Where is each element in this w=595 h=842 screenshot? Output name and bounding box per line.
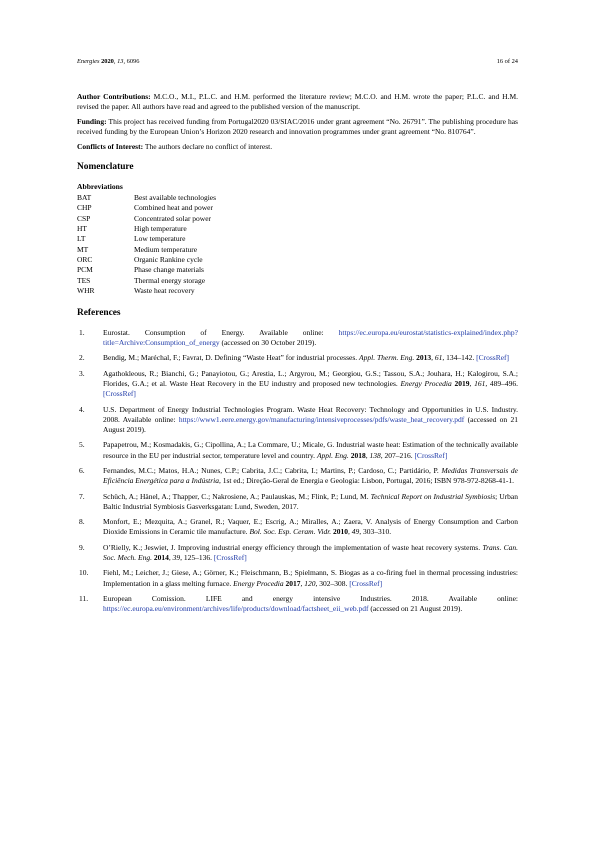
reference-text: Fiehl, M.; Leicher, J.; Giese, A.; Görner, K.; Fleischmann, B.; Spielmann, S. Biogas as a co-firing fuel in thermal processing industries: Implementation in a glass melting furnace. — [103, 568, 518, 588]
reference-title: Medidas Transversais de Eficiência Energética para a Indústria — [103, 465, 519, 486]
nomenclature-heading: Nomenclature — [77, 161, 134, 172]
reference-journal: Trans. Can. Soc. Mech. Eng. — [103, 542, 518, 563]
reference-journal: Appl. Eng. — [316, 450, 349, 460]
references-list — [77, 328, 518, 615]
abbreviation-meaning: Phase change materials — [134, 265, 204, 275]
abbreviation-key: PCM — [77, 265, 93, 275]
reference-title: Technical Report on Industrial Symbiosis — [370, 491, 496, 501]
abbreviation-meaning: Best available technologies — [134, 193, 217, 203]
abbreviation-key: BAT — [77, 193, 92, 203]
main-content — [77, 92, 518, 620]
reference-pages: , 303–310. — [359, 527, 392, 537]
journal-citation: Energies 2020, 13, 6096 — [77, 58, 140, 65]
abbreviation-meaning: Organic Rankine cycle — [134, 254, 203, 264]
reference-volume: , 138 — [365, 450, 381, 460]
reference-text: Agathokleous, R.; Bianchi, G.; Panayiotou, G.; Arestia, L.; Argyrou, M.; Georgiou, G.S.; Tassou, S.A.; Jouhara, H.; Kalogirou, S.A.; Florides, G.A.; et al. Waste Heat Recovery in the EU industry and proposed new technologies. — [103, 368, 518, 388]
abbreviation-key: ORC — [77, 254, 93, 264]
abbreviation-row — [77, 224, 216, 234]
reference-number: 6. — [79, 465, 85, 475]
reference-text: European Comission. LIFE and energy intensive Industries. 2018. Available online: — [103, 593, 518, 603]
abbreviation-meaning: Combined heat and power — [134, 203, 213, 213]
abbreviation-meaning: Thermal energy storage — [134, 275, 206, 285]
reference-year: 2013 — [414, 353, 432, 363]
reference-text: Schüch, A.; Hänel, A.; Thapper, C.; Nakrosiene, A.; Paulauskas, M.; Flink, P.; Lund, M. — [103, 491, 371, 501]
abbreviation-meaning: High temperature — [134, 224, 187, 234]
reference-volume: , 49 — [348, 527, 360, 537]
reference-number: 5. — [79, 440, 85, 450]
reference-item — [77, 440, 518, 461]
running-header — [77, 58, 518, 70]
reference-pages: , 302–308. — [315, 578, 350, 588]
abbreviation-key: LT — [77, 234, 86, 244]
abbreviation-row — [77, 276, 216, 286]
abbreviation-meaning: Concentrated solar power — [134, 213, 212, 223]
reference-text: Eurostat. Consumption of Energy. Available online: — [103, 327, 339, 337]
reference-item — [77, 517, 518, 538]
reference-suffix: ; Urban Baltic Industrial Symbiosis Gasverksgatan: Lund, Sweden, 2017. — [103, 491, 519, 511]
reference-journal: Energy Procedia — [400, 378, 452, 388]
reference-number: 2. — [79, 353, 85, 363]
abbreviation-row — [77, 214, 216, 224]
abbreviation-key: CSP — [77, 213, 91, 223]
reference-journal: Bol. Soc. Esp. Ceram. Vidr. — [249, 527, 332, 537]
reference-pages: , 134–142. — [442, 353, 477, 363]
page-number: 16 of 24 — [496, 58, 518, 65]
reference-text: Fernandes, M.C.; Matos, H.A.; Nunes, C.P.; Cabrita, J.C.; Cabrita, I.; Martins, P.; Cardoso, C.; Partidário, P. — [103, 465, 442, 475]
abbreviation-row — [77, 245, 216, 255]
crossref-link[interactable]: [CrossRef] — [213, 553, 247, 563]
abbreviation-meaning: Low temperature — [134, 234, 186, 244]
reference-volume: , 120 — [300, 578, 316, 588]
reference-number: 4. — [79, 404, 85, 414]
reference-number: 8. — [79, 517, 85, 527]
references-heading: References — [77, 308, 121, 319]
abbreviation-row — [77, 286, 216, 296]
abbreviation-key: HT — [77, 224, 87, 234]
reference-number: 11. — [79, 593, 89, 603]
reference-year: 2018 — [348, 450, 366, 460]
reference-pages: , 207–216. — [380, 450, 415, 460]
reference-item — [77, 353, 518, 363]
reference-suffix: (accessed on 21 August 2019). — [103, 414, 518, 435]
reference-item — [77, 328, 518, 349]
reference-volume: , 161 — [469, 378, 486, 388]
abbreviation-row — [77, 193, 216, 203]
reference-item — [77, 594, 518, 615]
reference-link[interactable]: https://ec.europa.eu/environment/archives/life/products/download/factsheet_eii_web.pdf — [103, 604, 369, 614]
reference-number: 3. — [79, 368, 85, 378]
abbreviation-key: CHP — [77, 203, 92, 213]
crossref-link[interactable]: [CrossRef] — [103, 389, 136, 399]
reference-item — [77, 492, 518, 513]
reference-year: 2014 — [151, 553, 169, 563]
reference-number: 7. — [79, 491, 85, 501]
reference-item — [77, 369, 518, 400]
reference-text: U.S. Department of Energy Industrial Technologies Program. Waste Heat Recovery: Technology and Opportunities in U.S. Industry. 2008. Available online: — [103, 404, 518, 424]
reference-year: 2017 — [283, 578, 301, 588]
abbreviation-row — [77, 234, 216, 244]
crossref-link[interactable]: [CrossRef] — [349, 578, 383, 588]
reference-number: 10. — [79, 568, 89, 578]
conflicts-of-interest: Conflicts of Interest: The authors declare no conflict of interest. — [77, 142, 273, 152]
abbreviation-row — [77, 255, 216, 265]
reference-suffix: , 1st ed.; Direção-Geral de Energia e Geologia: Lisbon, Portugal, 2016; ISBN 978-972-8268-41-1. — [218, 476, 514, 486]
reference-text: Monfort, E.; Mezquita, A.; Granel, R.; Vaquer, E.; Escrig, A.; Miralles, A.; Zaera, V. Analysis of Energy Consumption and Carbon Dioxide Emissions in Ceramic tile manufacture. — [103, 517, 518, 537]
abbreviation-key: WHR — [77, 285, 95, 295]
funding: Funding: This project has received funding from Portugal2020 03/SIAC/2016 under grant agreement “No. 26791”. The publishing procedure has received funding by the European Union’s Horizon 2020 research and innovation programmes under grant agreement “No. 810764”. — [77, 117, 518, 136]
reference-item — [77, 405, 518, 436]
abbreviations-heading: Abbreviations — [77, 181, 123, 191]
author-contributions: Author Contributions: M.C.O., M.I., P.L.C. and H.M. performed the literature review; M.C.O. and H.M. wrote the paper; P.L.C. and H.M. revised the paper. All authors have read and agreed to the published version of the manuscript. — [77, 92, 518, 111]
crossref-link[interactable]: [CrossRef] — [476, 353, 510, 363]
reference-item — [77, 543, 518, 564]
abbreviation-meaning: Waste heat recovery — [134, 285, 195, 295]
reference-link[interactable]: https://ec.europa.eu/eurostat/statistics-explained/index.php?title=Archive:Consumption_of_energy — [103, 327, 518, 348]
reference-volume: , 61 — [431, 353, 443, 363]
reference-volume: , 39 — [168, 553, 181, 563]
crossref-link[interactable]: [CrossRef] — [414, 450, 448, 460]
abbreviation-row — [77, 203, 216, 213]
abbreviation-key: MT — [77, 244, 89, 254]
reference-text: O’Rielly, K.; Jeswiet, J. Improving industrial energy efficiency through the implementation of waste heat recovery systems. — [103, 542, 483, 552]
reference-text: Papapetrou, M.; Kosmadakis, G.; Cipollina, A.; La Commare, U.; Micale, G. Industrial waste heat: Estimation of the technically available resource in the EU per industrial sector, temperature level and country. — [103, 440, 518, 460]
reference-year: 2010 — [331, 527, 349, 537]
reference-pages: , 125–136. — [180, 553, 214, 563]
reference-item — [77, 568, 518, 589]
reference-number: 9. — [79, 542, 85, 552]
reference-number: 1. — [79, 327, 85, 337]
reference-year: 2019 — [451, 378, 470, 388]
abbreviation-meaning: Medium temperature — [134, 244, 198, 254]
reference-suffix: (accessed on 21 August 2019). — [368, 604, 463, 614]
reference-suffix: (accessed on 30 October 2019). — [219, 338, 317, 348]
reference-link[interactable]: https://www1.eere.energy.gov/manufacturing/intensiveprocesses/pdfs/waste_heat_recovery.pdf — [178, 414, 465, 424]
reference-item — [77, 466, 518, 487]
reference-journal: Energy Procedia — [233, 578, 284, 588]
abbreviations-table — [77, 193, 216, 296]
reference-text: Bendig, M.; Maréchal, F.; Favrat, D. Defining “Waste Heat” for industrial processes. — [103, 353, 360, 363]
reference-journal: Appl. Therm. Eng. — [359, 353, 415, 363]
abbreviation-row — [77, 265, 216, 275]
reference-pages: , 489–496. — [485, 378, 519, 388]
abbreviation-key: TES — [77, 275, 91, 285]
